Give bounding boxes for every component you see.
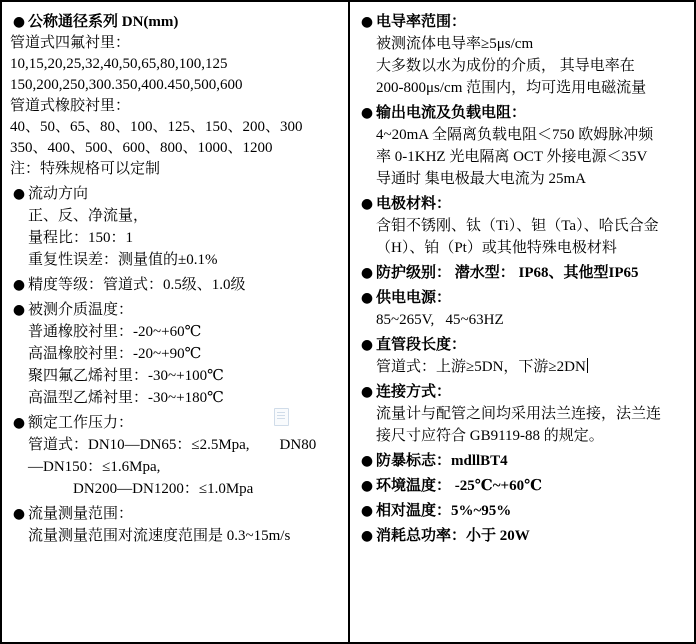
bullet-icon: ●	[360, 265, 374, 281]
right-section-body	[376, 12, 688, 99]
left-title-row	[10, 12, 342, 33]
left-section-body	[28, 184, 342, 271]
section-line: （H）、铂（Pt）或其他特殊电极材料	[376, 240, 617, 256]
section-line: 重复性误差：测量值的±0.1%	[28, 252, 218, 268]
right-section	[358, 194, 688, 259]
section-line: —DN150：≤1.6Mpa,	[28, 459, 161, 475]
text-caret	[587, 358, 588, 373]
section-line: 高温橡胶衬里：-20~+90℃	[28, 346, 202, 362]
right-section-body	[376, 451, 688, 472]
section-heading: 消耗总功率：小于 20W	[376, 528, 530, 544]
right-section	[358, 501, 688, 522]
section-heading: 环境温度： -25℃~+60℃	[376, 478, 543, 494]
section-heading: 输出电流及负载电阻：	[376, 105, 527, 121]
right-section-body	[376, 263, 688, 284]
pre-line: 150,200,250,300.350,400.450,500,600	[10, 77, 243, 93]
section-line: 4~20mA 全隔离负载电阻＜750 欧姆脉冲频	[376, 127, 654, 143]
right-section-body	[376, 103, 688, 190]
section-heading-value: 管道式：0.5级、1.0级	[103, 277, 246, 293]
pre-line: 350、400、500、600、800、1000、1200	[10, 140, 273, 156]
section-line: 流量测量范围对流速度范围是 0.3~15m/s	[28, 528, 291, 544]
pre-line: 管道式四氟衬里：	[10, 35, 131, 51]
bullet-icon: ●	[360, 528, 374, 544]
section-line: 接尺寸应符合 GB9119-88 的规定。	[376, 428, 604, 444]
section-line: 200-800μs/cm 范围内，均可选用电磁流量	[376, 80, 647, 96]
bullet-icon: ●	[360, 337, 374, 353]
section-line: 量程比：150：1	[28, 230, 134, 246]
bullet-icon: ●	[360, 290, 374, 306]
right-section	[358, 335, 688, 378]
pre-line: 注：特殊规格可以定制	[10, 161, 161, 177]
section-line: 含钼不锈刚、钛（Ti）、钽（Ta）、哈氏合金	[376, 218, 659, 234]
left-section-body	[28, 504, 342, 547]
section-heading: 相对温度：5%~95%	[376, 503, 512, 519]
left-title-body	[28, 12, 342, 33]
document-watermark-icon	[274, 408, 292, 428]
right-section-body	[376, 288, 688, 331]
right-section	[358, 12, 688, 99]
section-heading: 防护级别： 潜水型： IP68、其他型IP65	[376, 265, 639, 281]
right-section-body	[376, 501, 688, 522]
section-line: 大多数以水为成份的介质， 其导电率在	[376, 58, 635, 74]
bullet-icon: ●	[360, 478, 374, 494]
section-heading: 精度等级：	[28, 277, 104, 293]
section-heading: 被测介质温度：	[28, 302, 134, 318]
section-line: 流量计与配管之间均采用法兰连接，法兰连	[376, 406, 662, 422]
left-title: 公称通径系列 DN(mm)	[28, 14, 179, 30]
pre-line: 管道式橡胶衬里：	[10, 98, 131, 114]
section-heading: 连接方式：	[376, 384, 452, 400]
right-section	[358, 288, 688, 331]
section-line: 率 0-1KHZ 光电隔离 OCT 外接电源＜35V	[376, 149, 648, 165]
section-line: 管道式：上游≥5DN，下游≥2DN	[376, 359, 586, 375]
section-heading: 流动方向	[28, 186, 89, 202]
section-line: 85~265V, 45~63HZ	[376, 312, 504, 328]
section-line-with-caret	[376, 356, 688, 378]
section-line: 被测流体电导率≥5μs/cm	[376, 36, 534, 52]
bullet-icon: ●	[12, 14, 26, 30]
right-column	[350, 2, 694, 642]
left-section	[10, 184, 342, 271]
right-section	[358, 263, 688, 284]
left-column	[2, 2, 350, 642]
bullet-icon: ●	[12, 186, 26, 202]
right-section-body	[376, 194, 688, 259]
right-section	[358, 526, 688, 547]
bullet-icon: ●	[12, 415, 26, 431]
right-section-body	[376, 526, 688, 547]
bullet-icon: ●	[12, 506, 26, 522]
section-heading-inline	[28, 275, 342, 296]
section-heading: 防暴标志：mdllBT4	[376, 453, 508, 469]
bullet-icon: ●	[12, 302, 26, 318]
left-section	[10, 504, 342, 547]
right-section-body	[376, 476, 688, 497]
bullet-icon: ●	[360, 196, 374, 212]
right-section	[358, 382, 688, 447]
pre-line: 40、50、65、80、100、125、150、200、300	[10, 119, 303, 135]
pre-line: 10,15,20,25,32,40,50,65,80,100,125	[10, 56, 228, 72]
section-line: 正、反、净流量，	[28, 208, 149, 224]
right-section-body	[376, 382, 688, 447]
left-section-body	[28, 275, 342, 296]
section-heading: 电导率范围：	[376, 14, 467, 30]
left-section-body	[28, 413, 342, 500]
section-heading: 流量测量范围：	[28, 506, 134, 522]
section-line: DN200—DN1200：≤1.0Mpa	[28, 481, 254, 497]
right-section	[358, 476, 688, 497]
section-heading: 供电电源：	[376, 290, 452, 306]
right-section-body	[376, 335, 688, 378]
section-line: 导通时 集电极最大电流为 25mA	[376, 171, 587, 187]
bullet-icon: ●	[360, 384, 374, 400]
right-section	[358, 451, 688, 472]
section-heading: 电极材料：	[376, 196, 452, 212]
left-section-body	[28, 300, 342, 409]
bullet-icon: ●	[360, 105, 374, 121]
bullet-icon: ●	[12, 277, 26, 293]
section-line: 管道式：DN10—DN65：≤2.5Mpa, DN80	[28, 437, 317, 453]
bullet-icon: ●	[360, 503, 374, 519]
bullet-icon: ●	[360, 453, 374, 469]
left-section	[10, 413, 342, 500]
section-line: 高温型乙烯衬里：-30~+180℃	[28, 390, 224, 406]
left-pre-lines	[10, 33, 342, 180]
section-line: 聚四氟乙烯衬里：-30~+100℃	[28, 368, 224, 384]
section-line: 普通橡胶衬里：-20~+60℃	[28, 324, 202, 340]
left-section	[10, 300, 342, 409]
right-section	[358, 103, 688, 190]
bullet-icon: ●	[360, 14, 374, 30]
section-heading: 额定工作压力：	[28, 415, 134, 431]
section-heading: 直管段长度：	[376, 337, 467, 353]
left-section	[10, 275, 342, 296]
